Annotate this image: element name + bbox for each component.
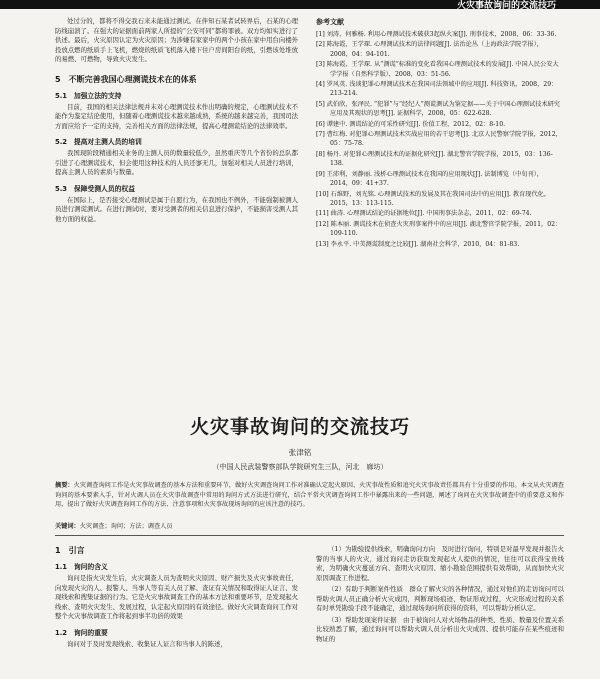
- body-paragraph-2: （2）有助于判断案件性质 群众了解火灾的各种情况，通过对他们的走访询问可以帮助火调人员正确分析火灾成因，判断现场痕迹、物证形成过程，火灾形成过程的关系有时单凭勘验手段不能确定，通过现场询问所获得的资料，可以帮助分析认定。: [316, 585, 564, 612]
- previous-article-paragraph: 处过分的，都将不得交我石来未能通过测试。在伴知石某者试转界后，石某的心理防线崩溃了。在强大的证据面前两家人所提的“公安可同”都将罪被。双方均如实进行了供述。最后，火灾原因认定为火灾原因；为涉嫌有家家中的两个小孩在家中用台向楼外投放点燃的纸质手上飞机，燃烧的纸质飞机落入楼下住户房间阳台的纸，引燃该处堆放的易燃、可燃物，导致火灾发生。: [55, 17, 298, 63]
- references-title: 参考文献: [316, 18, 344, 26]
- section-5-2-heading: 5.2 提高对主测人员的培训: [55, 138, 142, 146]
- reference-item: [9] 王沛利，刘静丽. 浅析心理测试技术在我国的应用现状[J]. 法制博览（中旬刊），2014，09：41+37.: [316, 170, 543, 188]
- reference-item: [1] 刘涛，何雅杨. 利用心理测试技术破获3起纵火案[J]. 刑事技术，2008，06：33-36.: [316, 31, 557, 38]
- abstract-block: [55, 481, 564, 510]
- section-1-2-heading: 1.2 询问的重要: [55, 628, 108, 637]
- abstract-label: 摘要：: [55, 482, 74, 489]
- reference-item: [2] 陈海霞，王学琛. 心理测试技术的法律问题[J]. 法治论丛（上海政法学院学报），2008，04：94-101.: [316, 41, 543, 58]
- reference-item: [7] 曹红梅. 对犯罪心理测试技术实战应用的若干思考[J]. 北京人民警察学院学报，2012，05：75-78.: [316, 131, 562, 148]
- references-list: [316, 30, 564, 249]
- keywords-block: [55, 521, 564, 530]
- divider: [55, 535, 564, 536]
- reference-item: [13] 李永平. 中美测谎制度之比较[J]. 湖南社会科学，2010，04：81-83.: [316, 240, 520, 248]
- section-1-heading: 1 引言: [55, 546, 85, 555]
- article-right-column: [316, 545, 564, 646]
- keywords-text: 火灾调查；询问；方法；调查人员: [79, 523, 173, 530]
- body-paragraph-3: （3）帮助发现案件证据 由于被询问人对火场物品的种类、性质、数量及位置关系比较熟悉了解，通过询问可以帮助火调人员分析出火灾成因、提供可能存在某些痕迹和物证的: [316, 615, 564, 643]
- reference-item: [11] 曲涛. 心理测试结论的证据地位[J]. 中国刑事法杂志，2011，02：69-74.: [316, 210, 532, 218]
- reference-item: [5] 武伯欣，张泽民. “犯罪”与“经纪人”测谎测试为鉴定据——关于中国心理测试技术研究应用及其现状的思考[J]. 证据科学，2008，05：622-628.: [316, 100, 560, 118]
- reference-item: [12] 陈本丽. 测谎技术在侦查火灾刑事案件中的应用[J]. 湖北警官学院学报，2011，02：109-110.: [316, 220, 562, 238]
- previous-article-column: [55, 17, 298, 226]
- header-band: [0, 0, 600, 9]
- section-5-1-text: 目前，我国的相关法律法规并未对心理测谎技术作出明确的规定，心理测试技术不能作为鉴定结论使用，但随着心理测谎技术越来越成熟，系统的越来越完善，我国司法方面应给予一定的支持，完善相关方面的法律法规，提高心理测谎结论的法律效率。: [55, 102, 298, 130]
- section-1-1-text: 询问是指火灾发生后，火灾调查人员为查明火灾原因、财产损失及火灾事故责任，向发现火灾的人、报警人、当事人等有关人员了解、查证有关情况和取得证人证言、发现线索和搜集证据的行为。它是火灾事故调查工作的基本方法和重要环节，是发现起火线索、查明火灾发生、发展过程，认定起火原因的有效途径。做好火灾调查询问工作对整个火灾事故调查工作将起到事半功倍的效果: [55, 574, 298, 620]
- section-5-1-heading: 5.1 加强立法的支持: [55, 91, 122, 100]
- article-title: 火灾事故询问的交流技巧: [189, 416, 410, 438]
- reference-item: [10] 石维野，刘光铭. 心理测试技术的发展及其在我国司法中的应用[J]. 教育现代化，2015，13：113-115.: [316, 190, 551, 207]
- reference-item: [4] 罗风英. 浅谈犯罪心理测试技术在我国司法领域中的应用[J]. 科技资讯，2008，29：213-214.: [316, 81, 558, 98]
- section-5-2-text: 我国现阶段精通相关业务的主测人员的数量较低少，虽然重庆等几个省份的总队都引进了心理测谎技术，但会使用这种技术的人员还寥无几，加强对相关人员进行培训，提高主测人员的素质与数量。: [55, 149, 298, 176]
- body-paragraph-1: （1）为勘验提供线索，明确询问方向 及时进行询问，特别是对最早发现并报告火警的当事人的火灾，通过询问走访获取发现起火人提供的情况，往往可以获得宝贵线索，为明确火灾蔓延方向、查明火灾原因、缩小勘验范围提供有效帮助，从而加快火灾原因调查工作进程。: [316, 545, 564, 582]
- section-1-1-heading: 1.1 询问的含义: [55, 563, 108, 571]
- reference-item: [3] 陈海霞，王学琛. 从“测谎”标准的变化看我国心理测试技术的发展[J]. 中国人民公安大学学报（自然科学版），2008，03：51-56.: [316, 61, 559, 78]
- article-author: 张津铭: [288, 448, 312, 457]
- article-left-column: [55, 545, 298, 651]
- reference-item: [6] 谭建中. 测谎结论的可采性研究[J]. 价值工程，2012，02：8-10.: [316, 120, 506, 128]
- section-5-3-heading: 5.3 保障受测人员的权益: [55, 184, 136, 193]
- running-title: 火灾事故询问的交流技巧: [456, 1, 556, 11]
- keywords-label: 关键词：: [55, 523, 80, 530]
- reference-item: [8] 杨丹. 对犯罪心理测试技术的证据化研究[J]. 湖北警官学院学报，2015，03：136-138.: [316, 150, 553, 168]
- section-1-2-text: 询问对于及时发现线索、收集证人证言和当事人的陈述，: [67, 639, 227, 648]
- references-column: [316, 17, 564, 250]
- abstract-text: 火灾调查询问工作是火灾事故调查的基本方法和重要环节，做好火灾调查询问工作对准确认定起火原因、火灾事故性质和追究火灾事故责任都具有十分重要的作用。本文从火灾调查询问的基本要素入手，针对火调人员在火灾事故调查中常用的询问方式方法进行研究，结合平常火灾调查询问工作中暴露出来的一些问题，阐述了询问在火灾事故调查中的重要意义和作用，提出了做好火灾调查询问工作的方法、注意事项和火灾事故现场询问的应该注意的技巧。: [55, 482, 564, 508]
- section-5-heading: 5 不断完善我国心理测谎技术在的体系: [55, 74, 197, 84]
- section-5-3-text: 在国际上，是否接受心理测试是属于自愿行为，在我国也不例外，不能强制被测人员进行测谎测试。在进行测试时，要对受测者的相关信息进行保护，不能损害受测人其他方面的权益。: [55, 195, 298, 223]
- article-affiliation: （中国人民武装警察部队学院研究生三队，河北 廊坊）: [212, 463, 388, 471]
